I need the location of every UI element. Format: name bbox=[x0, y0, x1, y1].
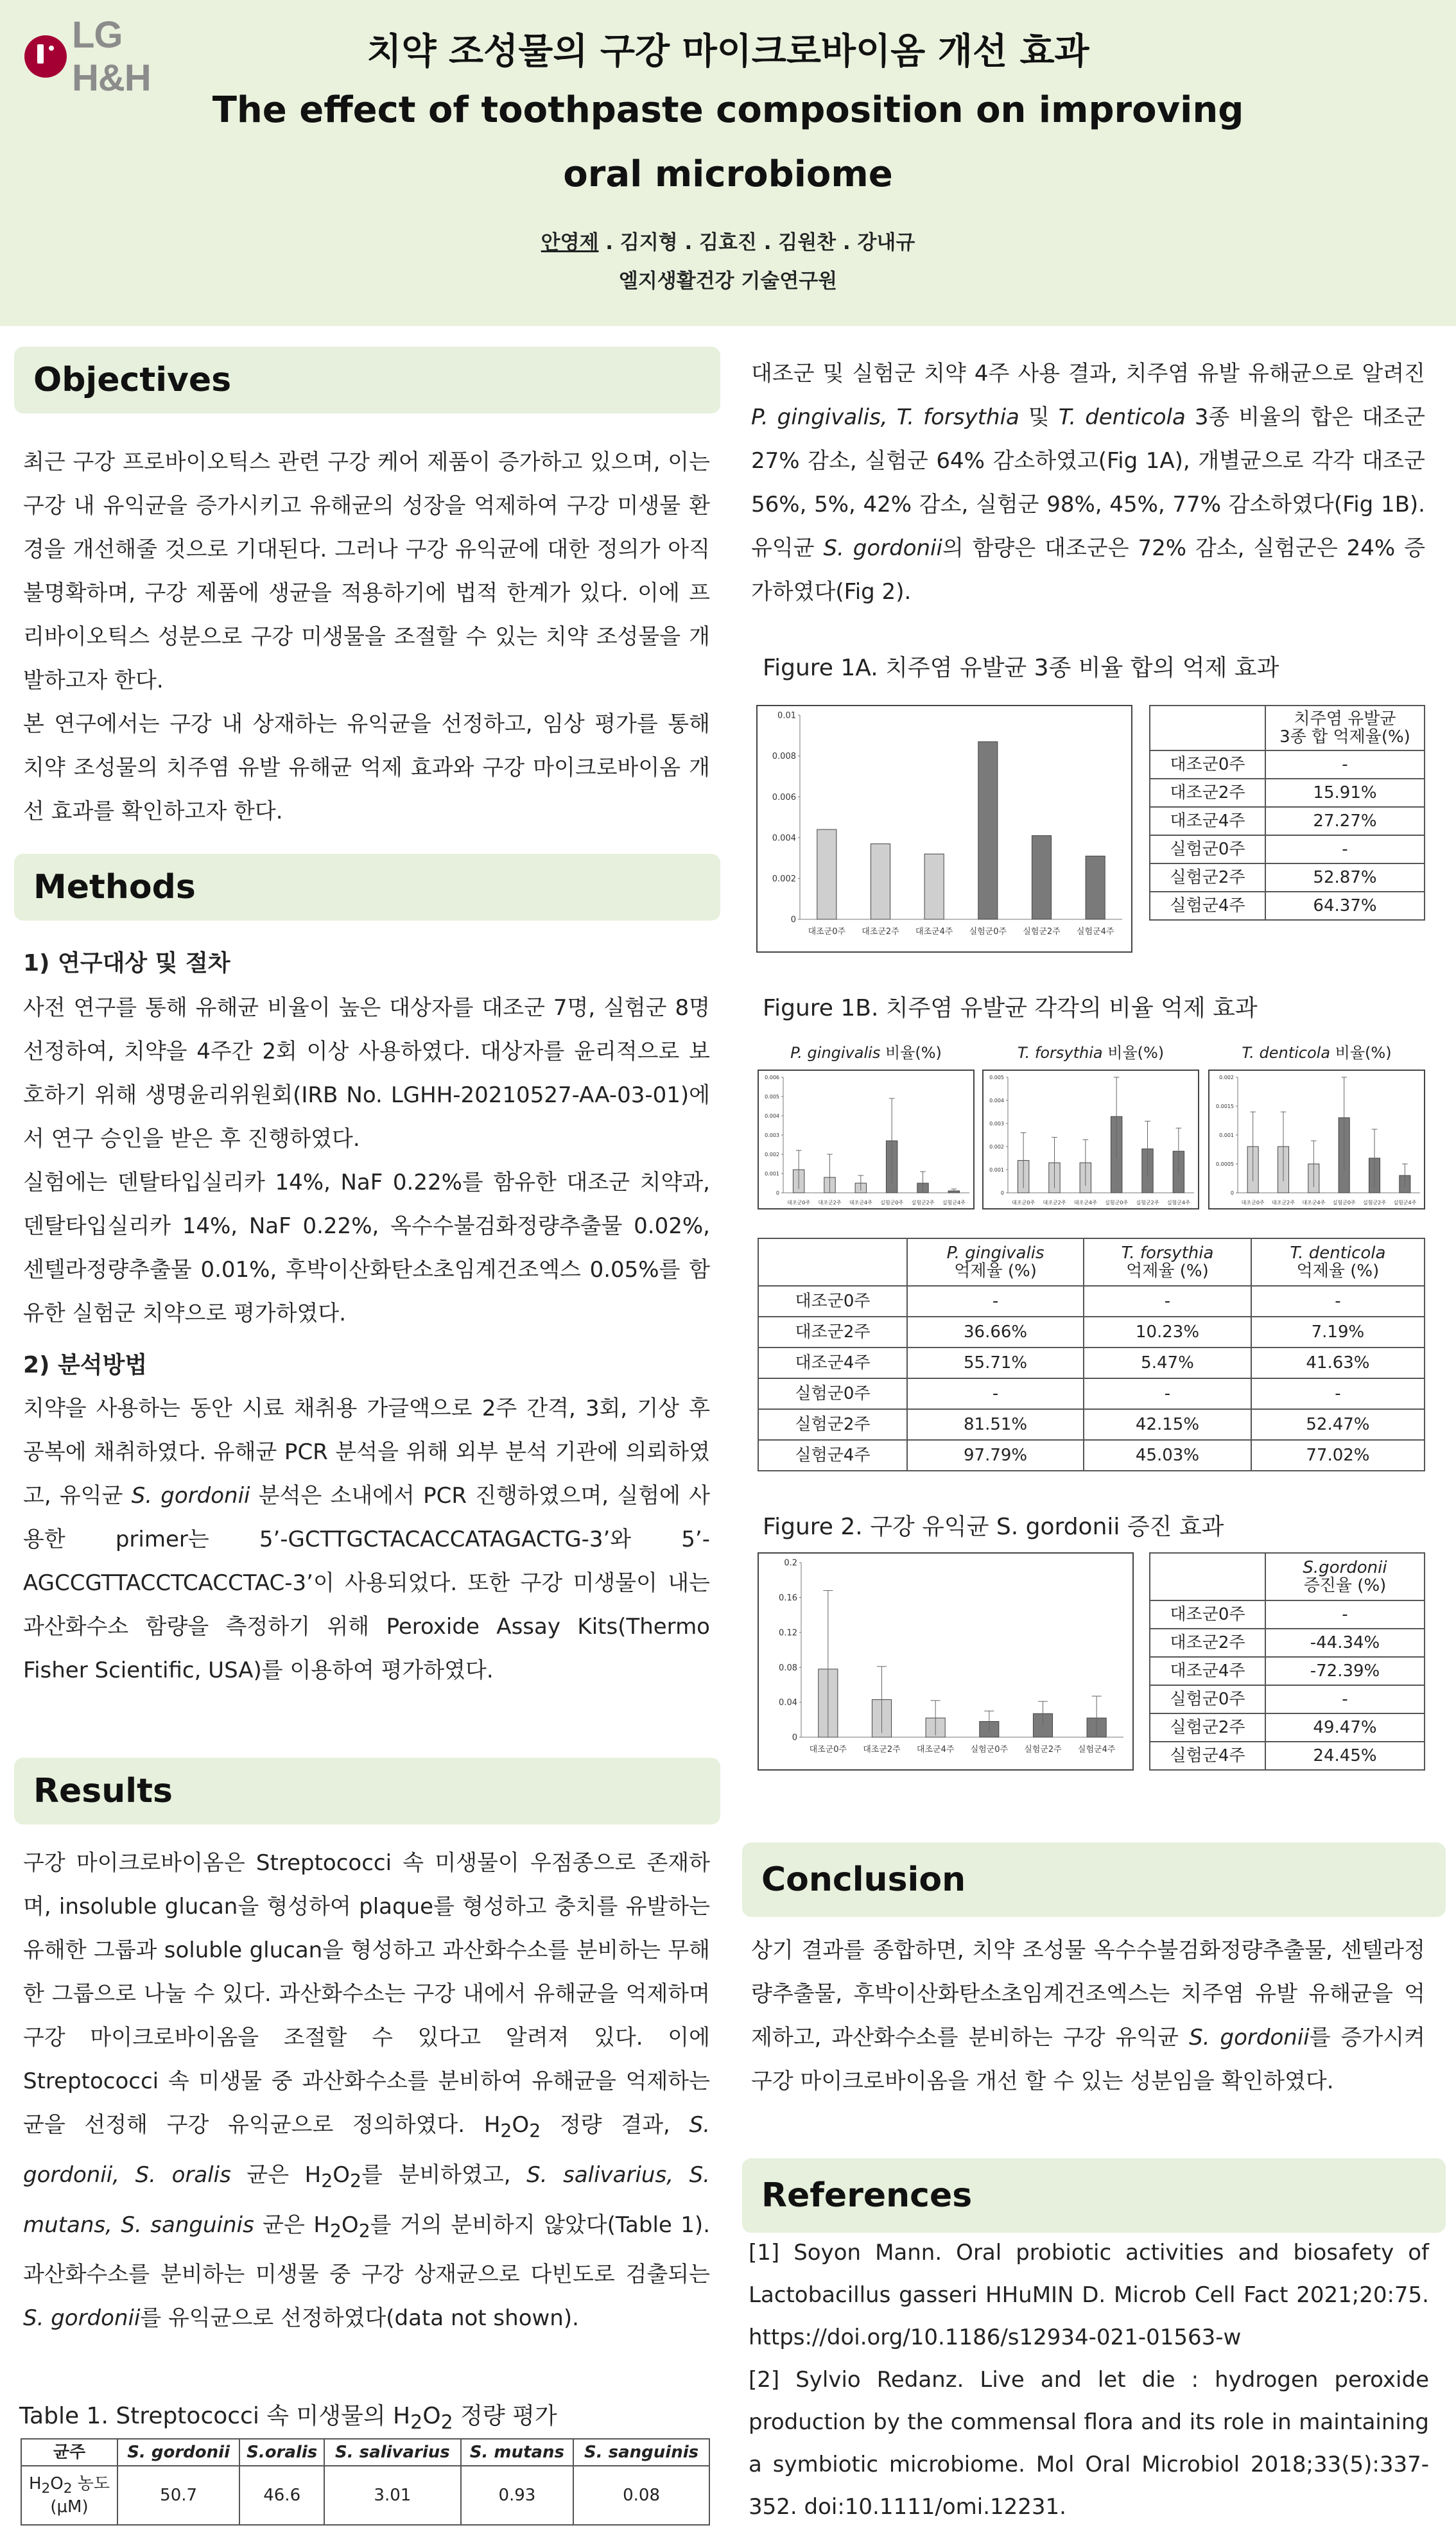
x-tick-label: 실험군4주 bbox=[1077, 1745, 1116, 1755]
fig2-table bbox=[1149, 1552, 1425, 1771]
x-tick-label: 대조군4주 bbox=[915, 927, 953, 937]
methods-p3-text-b: 분석은 소내에서 PCR 진행하였으며, 실험에 사용한 primer는 5’-GCTTGCTACACCATAGACTG-3’와 5’-AGCCGTTACCTCACCTAC-3’이 사용되었다. 또한 구강 미생물이 내는 과산화수소 함량을 측정하기 위해 Peroxide Assay Kits(Thermo Fisher Scientific, USA)를 이용하여 평가하였다. bbox=[23, 1483, 710, 1683]
y-tick-label: 0 bbox=[1000, 1190, 1004, 1196]
x-tick-label: 대조군0주 bbox=[1012, 1200, 1036, 1206]
x-tick-label: 대조군2주 bbox=[1043, 1200, 1066, 1206]
table-row bbox=[1150, 1600, 1425, 1629]
methods-paragraph-2: 실험에는 덴탈타입실리카 14%, NaF 0.22%를 함유한 대조군 치약과, 덴탈타입실리카 14%, NaF 0.22%, 옥수수불검화정량추출물 0.02%, 센텔라정량추출물 0.01%, 후박이산화탄소초임계건조엑스 0.05%를 함유한 실험군 치약으로 평가하였다. bbox=[23, 1170, 710, 1326]
bar bbox=[1086, 856, 1105, 919]
caption-text: O bbox=[422, 2403, 441, 2429]
table-cell: - bbox=[1265, 1685, 1425, 1713]
y-tick-label: 0.001 bbox=[765, 1170, 779, 1177]
group-label: 대조군0주 bbox=[1150, 750, 1265, 779]
references-heading: References bbox=[742, 2158, 1446, 2233]
x-tick-label: 대조군2주 bbox=[1271, 1200, 1296, 1206]
y-tick-label: 0.08 bbox=[779, 1663, 797, 1673]
bar bbox=[924, 854, 944, 919]
table1-cell: 0.93 bbox=[461, 2466, 573, 2525]
table-cell: 45.03% bbox=[1084, 1440, 1251, 1471]
table-row bbox=[1150, 863, 1425, 892]
species-name: T. denticola bbox=[1242, 1044, 1331, 1062]
table-row bbox=[1150, 779, 1425, 807]
fig1b-chart-2 bbox=[982, 1070, 1199, 1209]
table1-header: S. gordonii bbox=[117, 2439, 239, 2466]
table-cell: 55.71% bbox=[907, 1348, 1084, 1378]
table-cell: 36.66% bbox=[907, 1317, 1084, 1348]
species-name: S.gordonii bbox=[1303, 1558, 1387, 1577]
x-tick-label: 실험군4주 bbox=[1166, 1200, 1190, 1206]
table-cell: - bbox=[1084, 1378, 1251, 1409]
subscript: 2 bbox=[500, 2120, 512, 2142]
y-tick-label: 0.12 bbox=[779, 1628, 797, 1638]
x-tick-label: 대조군2주 bbox=[862, 927, 899, 937]
table1-header: S. sanguinis bbox=[573, 2439, 709, 2466]
conclusion-heading: Conclusion bbox=[742, 1842, 1446, 1917]
results-paragraph bbox=[23, 1841, 710, 2340]
row-label-text: 농도 bbox=[72, 2474, 110, 2493]
table-row bbox=[1150, 1742, 1425, 1770]
x-tick-label: 실험군0주 bbox=[1105, 1200, 1129, 1206]
fig1a-table bbox=[1149, 705, 1425, 921]
table-row bbox=[1150, 807, 1425, 835]
y-tick-label: 0.04 bbox=[779, 1698, 797, 1708]
row-label-text: O bbox=[50, 2474, 64, 2493]
objectives-paragraph-2: 본 연구에서는 구강 내 상재하는 유익균을 선정하고, 임상 평가를 통해 치약 조성물의 치주염 유발 유해균 억제 효과와 구강 마이크로바이옴 개선 효과를 확인하고자 한다. bbox=[23, 711, 710, 824]
fig1a-svg bbox=[758, 706, 1131, 951]
group-label: 대조군0주 bbox=[1150, 1600, 1265, 1629]
y-tick-label: 0.003 bbox=[989, 1120, 1004, 1127]
subscript: 2 bbox=[41, 2481, 51, 2497]
table-cell: 10.23% bbox=[1084, 1317, 1251, 1348]
table-cell: 42.15% bbox=[1084, 1409, 1251, 1440]
header-text: 치주염 유발균 bbox=[1294, 709, 1396, 729]
fig1b-table bbox=[758, 1238, 1425, 1471]
header-text: 억제율 (%) bbox=[1126, 1261, 1209, 1281]
fig2-chart bbox=[758, 1552, 1134, 1771]
table-row bbox=[1150, 1713, 1425, 1742]
results-text-c: 정량 결과, bbox=[541, 2112, 689, 2138]
x-tick-label: 대조군4주 bbox=[916, 1745, 955, 1755]
x-tick-label: 실험군4주 bbox=[1076, 927, 1114, 937]
methods-sub-1: 1) 연구대상 및 절차 bbox=[23, 950, 230, 976]
table1-row-label bbox=[21, 2466, 117, 2525]
fig1b-table-header bbox=[1251, 1238, 1425, 1286]
table-row bbox=[758, 1409, 1425, 1440]
table-cell: -44.34% bbox=[1265, 1629, 1425, 1657]
x-tick-label: 실험군2주 bbox=[1362, 1200, 1387, 1206]
group-label: 실험군4주 bbox=[1150, 892, 1265, 920]
results-text-j: 를 유익균으로 선정하였다(data not shown). bbox=[140, 2305, 579, 2332]
table-row bbox=[1150, 835, 1425, 863]
group-label: 대조군0주 bbox=[758, 1286, 907, 1317]
species-name: S. gordonii bbox=[1189, 2025, 1310, 2050]
y-tick-label: 0.005 bbox=[989, 1074, 1004, 1080]
table-cell: - bbox=[907, 1378, 1084, 1409]
x-tick-label: 대조군4주 bbox=[1302, 1200, 1326, 1206]
caption-text: 정량 평가 bbox=[453, 2403, 557, 2429]
fig1b-title-1 bbox=[758, 1040, 975, 1062]
x-tick-label: 대조군4주 bbox=[1073, 1200, 1097, 1206]
fig1b-title-2 bbox=[982, 1040, 1199, 1062]
y-tick-label: 0 bbox=[790, 915, 796, 925]
conclusion-text-b: 를 증가시켜 구강 마이크로바이옴을 개선 할 수 있는 성분임을 확인하였다. bbox=[751, 2025, 1425, 2094]
results-text-g: 균은 H bbox=[254, 2212, 330, 2238]
table-cell: 52.47% bbox=[1251, 1409, 1425, 1440]
y-tick-label: 0.005 bbox=[765, 1093, 779, 1100]
table-cell: 15.91% bbox=[1265, 779, 1425, 807]
table1-cell: 50.7 bbox=[117, 2466, 239, 2525]
x-tick-label: 대조군0주 bbox=[1241, 1200, 1265, 1206]
table-cell: -72.39% bbox=[1265, 1657, 1425, 1685]
group-label: 대조군2주 bbox=[1150, 1629, 1265, 1657]
bar bbox=[1032, 836, 1051, 919]
table-cell: - bbox=[1265, 835, 1425, 863]
table-cell: - bbox=[1265, 1600, 1425, 1629]
methods-paragraph-3 bbox=[23, 1387, 710, 1692]
group-label: 실험군0주 bbox=[1150, 835, 1265, 863]
y-tick-label: 0.003 bbox=[765, 1132, 779, 1138]
header-text: 억제율 (%) bbox=[954, 1261, 1037, 1281]
table-row bbox=[1150, 750, 1425, 779]
group-label: 대조군4주 bbox=[758, 1348, 907, 1378]
table-cell: 81.51% bbox=[907, 1409, 1084, 1440]
empty-cell bbox=[1150, 1553, 1265, 1600]
bar bbox=[871, 844, 890, 919]
bar bbox=[978, 741, 998, 919]
y-tick-label: 0.2 bbox=[784, 1558, 797, 1568]
table-cell: - bbox=[1265, 750, 1425, 779]
table1-header: S.oralis bbox=[239, 2439, 324, 2466]
fig1a-caption: Figure 1A. 치주염 유발균 3종 비율 합의 억제 효과 bbox=[763, 655, 1279, 681]
species-name: S. gordonii, S. oralis bbox=[23, 2112, 710, 2188]
table-row bbox=[758, 1348, 1425, 1378]
table-row bbox=[1150, 892, 1425, 920]
text-a: 대조군 및 실험군 치약 4주 사용 결과, 치주염 유발 유해균으로 알려진 bbox=[751, 361, 1425, 386]
table-cell: 52.87% bbox=[1265, 863, 1425, 892]
fig1b-chart-3 bbox=[1208, 1070, 1425, 1209]
x-tick-label: 실험군0주 bbox=[970, 1745, 1009, 1755]
x-tick-label: 실험군0주 bbox=[969, 927, 1007, 937]
title-english: The effect of toothpaste composition on improving oral microbiome bbox=[212, 89, 1244, 195]
table-row bbox=[758, 1286, 1425, 1317]
table-cell: 24.45% bbox=[1265, 1742, 1425, 1770]
table1-header-row bbox=[21, 2439, 709, 2466]
y-tick-label: 0.002 bbox=[1219, 1074, 1234, 1080]
text-c: 3종 비율의 합은 대조군 27% 감소, 실험군 64% 감소하였고(Fig 1A), 개별균으로 각각 대조군 56%, 5%, 42% 감소, 실험군 98%, 45%, 77% 감소하였다(Fig 1B). 유익균 bbox=[751, 404, 1425, 561]
x-tick-label: 실험군2주 bbox=[1136, 1200, 1159, 1206]
fig1b-chart-1 bbox=[758, 1070, 975, 1209]
x-tick-label: 실험군0주 bbox=[880, 1200, 904, 1206]
species-name: S. salivarius, S. mutans, S. sanguinis bbox=[23, 2162, 710, 2238]
table-row bbox=[1150, 1657, 1425, 1685]
table-cell: - bbox=[1251, 1378, 1425, 1409]
first-author: 안영제 bbox=[541, 231, 599, 254]
y-tick-label: 0.01 bbox=[777, 711, 796, 721]
y-tick-label: 0.002 bbox=[772, 874, 796, 884]
subscript: 2 bbox=[321, 2170, 333, 2192]
empty-cell bbox=[758, 1238, 907, 1286]
authors bbox=[0, 226, 1456, 255]
title-korean: 치약 조성물의 구강 마이크로바이옴 개선 효과 bbox=[367, 31, 1089, 73]
subscript: 2 bbox=[329, 2220, 342, 2242]
row-label-text: H bbox=[28, 2474, 42, 2493]
x-tick-label: 대조군0주 bbox=[809, 1745, 847, 1755]
fig2-caption: Figure 2. 구강 유익균 S. gordonii 증진 효과 bbox=[763, 1514, 1224, 1540]
fig1b-table-header bbox=[907, 1238, 1084, 1286]
text-b: 및 bbox=[1019, 404, 1059, 430]
results-text-f: 를 분비하였고, bbox=[361, 2162, 527, 2188]
table-cell: - bbox=[907, 1286, 1084, 1317]
logo-text: LG H&H bbox=[72, 14, 151, 99]
group-label: 대조군4주 bbox=[1150, 1657, 1265, 1685]
y-tick-label: 0.004 bbox=[989, 1097, 1004, 1104]
subscript: 2 bbox=[529, 2120, 541, 2142]
title-suffix: 비율(%) bbox=[1330, 1044, 1392, 1062]
reference-1: [1] Soyon Mann. Oral probiotic activities and biosafety of Lactobacillus gasseri HHuMIN D. Microb Cell Fact 2021;20:75. https://doi.org/10.1186/s12934-021-01563-w bbox=[749, 2240, 1429, 2350]
table1 bbox=[21, 2438, 710, 2526]
species-name: S. gordonii bbox=[131, 1483, 250, 1509]
title-suffix: 비율(%) bbox=[1102, 1044, 1165, 1062]
table1-caption bbox=[19, 2398, 557, 2434]
methods-sub-2: 2) 분석방법 bbox=[23, 1352, 148, 1378]
group-label: 실험군2주 bbox=[758, 1409, 907, 1440]
group-label: 실험군2주 bbox=[1150, 863, 1265, 892]
results-text-a: 구강 마이크로바이옴은 Streptococci 속 미생물이 우점종으로 존재하며, insoluble glucan을 형성하여 plaque를 형성하고 충치를 유발하는 유해한 그룹과 soluble glucan을 형성하고 과산화수소를 분비하는 무해한 그룹으로 나눌 수 있다. 과산화수소는 구강 내에서 유해균을 억제하며 구강 마이크로바이옴을 조절할 수 있다고 알려져 있다. 이에 Streptococci 속 미생물 중 과산화수소를 분비하여 유해균을 억제하는 균을 선정해 구강 유익균으로 정의하였다. H bbox=[23, 1850, 710, 2138]
results-right-paragraph bbox=[751, 352, 1425, 614]
table-cell: 7.19% bbox=[1251, 1317, 1425, 1348]
group-label: 대조군2주 bbox=[1150, 779, 1265, 807]
fig1b-table-header-row bbox=[758, 1238, 1425, 1286]
fig1b-caption: Figure 1B. 치주염 유발균 각각의 비율 억제 효과 bbox=[763, 995, 1258, 1021]
text-d: 의 함량은 대조군은 72% 감소, 실험군은 24% 증가하였다(Fig 2). bbox=[751, 535, 1425, 605]
fig1b-svg-1 bbox=[759, 1071, 973, 1208]
y-tick-label: 0.001 bbox=[989, 1166, 1004, 1173]
table-cell: - bbox=[1084, 1286, 1251, 1317]
header-text: 증진율 (%) bbox=[1303, 1576, 1387, 1595]
table-row bbox=[758, 1440, 1425, 1471]
x-tick-label: 대조군0주 bbox=[808, 927, 846, 937]
group-label: 실험군4주 bbox=[1150, 1742, 1265, 1770]
group-label: 실험군4주 bbox=[758, 1440, 907, 1471]
table-cell: - bbox=[1251, 1286, 1425, 1317]
y-tick-label: 0 bbox=[1230, 1190, 1234, 1196]
fig1b-svg-3 bbox=[1209, 1071, 1424, 1208]
row-label-unit: (μM) bbox=[50, 2497, 89, 2517]
y-tick-label: 0 bbox=[776, 1190, 779, 1196]
fig1a-chart bbox=[756, 705, 1132, 953]
x-tick-label: 실험군4주 bbox=[942, 1200, 966, 1206]
x-tick-label: 대조군2주 bbox=[818, 1200, 842, 1206]
x-tick-label: 실험군4주 bbox=[1393, 1200, 1417, 1206]
results-text-h: O bbox=[341, 2212, 359, 2238]
y-tick-label: 0.008 bbox=[772, 752, 796, 762]
fig2-table-header bbox=[1265, 1553, 1425, 1600]
species-name: T. denticola bbox=[1058, 404, 1186, 430]
x-tick-label: 실험군2주 bbox=[1023, 927, 1061, 937]
conclusion-text-a: 상기 결과를 종합하면, 치약 조성물 옥수수불검화정량추출물, 센텔라정량추출물, 후박이산화탄소초임계건조엑스는 치주염 유발 유해균을 억제하고, 과산화수소를 분비하는 구강 유익균 bbox=[751, 1937, 1425, 2050]
empty-cell bbox=[1150, 706, 1265, 750]
species-name: T. denticola bbox=[1290, 1244, 1386, 1263]
results-text-i: 를 거의 분비하지 않았다(Table 1). 과산화수소를 분비하는 미생물 중 구강 상재균으로 다빈도로 검출되는 bbox=[23, 2212, 710, 2288]
results-heading: Results bbox=[14, 1758, 720, 1824]
table1-row bbox=[21, 2466, 709, 2525]
table1-header: S. mutans bbox=[461, 2439, 573, 2466]
other-authors: . 김지형 . 김효진 . 김원찬 . 강내규 bbox=[598, 231, 915, 254]
table-cell: 64.37% bbox=[1265, 892, 1425, 920]
x-tick-label: 대조군4주 bbox=[849, 1200, 872, 1206]
table-cell: 97.79% bbox=[907, 1440, 1084, 1471]
table-cell: 77.02% bbox=[1251, 1440, 1425, 1471]
objectives-paragraph-1: 최근 구강 프로바이오틱스 관련 구강 케어 제품이 증가하고 있으며, 이는 구강 내 유익균을 증가시키고 유해균의 성장을 억제하여 구강 미생물 환경을 개선해줄 것으로 기대된다. 그러나 구강 유익균에 대한 정의가 아직 불명확하며, 구강 제품에 생균을 적용하기에 법적 한계가 있다. 이에 프리바이오틱스 성분으로 구강 미생물을 조절할 수 있는 치약 조성물을 개발하고자 한다. bbox=[23, 449, 710, 693]
y-tick-label: 0.002 bbox=[989, 1143, 1004, 1150]
methods-paragraph-1: 사전 연구를 통해 유해균 비율이 높은 대상자를 대조군 7명, 실험군 8명 선정하여, 치약을 4주간 2회 이상 사용하였다. 대상자를 윤리적으로 보호하기 위해 생명윤리위원회(IRB No. LGHH-20210527-AA-03-01)에서 연구 승인을 받은 후 진행하였다. bbox=[23, 995, 710, 1152]
table-cell: 5.47% bbox=[1084, 1348, 1251, 1378]
results-text-e: O bbox=[333, 2162, 351, 2188]
y-tick-label: 0.004 bbox=[772, 833, 796, 844]
group-label: 실험군2주 bbox=[1150, 1713, 1265, 1742]
x-tick-label: 대조군2주 bbox=[863, 1745, 901, 1755]
subscript: 2 bbox=[358, 2220, 370, 2242]
y-tick-label: 0.004 bbox=[765, 1113, 779, 1119]
y-tick-label: 0.0015 bbox=[1216, 1103, 1234, 1109]
table-cell: 41.63% bbox=[1251, 1348, 1425, 1378]
table1-header: 균주 bbox=[21, 2439, 117, 2466]
subscript: 2 bbox=[410, 2411, 423, 2434]
fig1b-svg-2 bbox=[984, 1071, 1198, 1208]
table-cell: 49.47% bbox=[1265, 1713, 1425, 1742]
reference-2: [2] Sylvio Redanz. Live and let die : hydrogen peroxide production by the commensal flora and its role in maintaining a symbiotic microbiome. Mol Oral Microbiol 2018;33(5):337-352. doi:10.1111/omi.12231. bbox=[749, 2367, 1429, 2520]
species-name: P. gingivalis bbox=[790, 1044, 881, 1062]
header-text: 억제율 (%) bbox=[1296, 1261, 1380, 1281]
group-label: 대조군4주 bbox=[1150, 807, 1265, 835]
table-row bbox=[1150, 1685, 1425, 1713]
poster-header bbox=[0, 0, 1456, 326]
subscript: 2 bbox=[63, 2481, 73, 2497]
table1-cell: 0.08 bbox=[573, 2466, 709, 2525]
species-name: P. gingivalis bbox=[946, 1244, 1044, 1263]
table-cell: 27.27% bbox=[1265, 807, 1425, 835]
y-tick-label: 0.001 bbox=[1219, 1132, 1234, 1138]
fig1b-title-3 bbox=[1208, 1040, 1425, 1062]
objectives-heading: Objectives bbox=[14, 347, 720, 413]
table1-header: S. salivarius bbox=[324, 2439, 461, 2466]
methods-p3-text-a: 치약을 사용하는 동안 시료 채취용 가글액으로 2주 간격, 3회, 기상 후 공복에 채취하였다. 유해균 PCR 분석을 위해 외부 분석 기관에 의뢰하였고, 유익균 bbox=[23, 1396, 710, 1509]
table1-cell: 3.01 bbox=[324, 2466, 461, 2525]
x-tick-label: 실험군0주 bbox=[1332, 1200, 1356, 1206]
title-suffix: 비율(%) bbox=[880, 1044, 942, 1062]
y-tick-label: 0 bbox=[792, 1733, 797, 1743]
group-label: 실험군0주 bbox=[758, 1378, 907, 1409]
bar bbox=[817, 829, 836, 919]
subscript: 2 bbox=[350, 2170, 362, 2192]
affiliation: 엘지생활건강 기술연구원 bbox=[618, 270, 838, 293]
y-tick-label: 0.0005 bbox=[1216, 1161, 1234, 1167]
y-tick-label: 0.16 bbox=[779, 1593, 797, 1603]
fig2-svg bbox=[759, 1554, 1132, 1769]
fig1a-table-header-row bbox=[1150, 706, 1425, 750]
fig2-table-header-row bbox=[1150, 1553, 1425, 1600]
y-tick-label: 0.006 bbox=[772, 792, 796, 802]
conclusion-paragraph bbox=[751, 1928, 1425, 2103]
methods-heading: Methods bbox=[14, 854, 720, 921]
y-tick-label: 0.006 bbox=[765, 1074, 779, 1080]
species-name: T. forsythia bbox=[1017, 1044, 1103, 1062]
x-tick-label: 대조군0주 bbox=[787, 1200, 811, 1206]
table-row bbox=[758, 1378, 1425, 1409]
species-name: S. gordonii bbox=[23, 2305, 141, 2332]
table-row bbox=[758, 1317, 1425, 1348]
table1-cell: 46.6 bbox=[239, 2466, 324, 2525]
results-text-d: 균은 H bbox=[230, 2162, 322, 2188]
group-label: 대조군2주 bbox=[758, 1317, 907, 1348]
fig1a-table-header bbox=[1265, 706, 1425, 750]
subscript: 2 bbox=[440, 2411, 453, 2434]
species-name: P. gingivalis, T. forsythia bbox=[751, 404, 1019, 430]
species-name: S. gordonii bbox=[823, 535, 942, 561]
group-label: 실험군0주 bbox=[1150, 1685, 1265, 1713]
fig1b-table-header bbox=[1084, 1238, 1251, 1286]
table-row bbox=[1150, 1629, 1425, 1657]
y-tick-label: 0.002 bbox=[765, 1151, 779, 1157]
x-tick-label: 실험군2주 bbox=[911, 1200, 935, 1206]
x-tick-label: 실험군2주 bbox=[1024, 1745, 1062, 1755]
species-name: T. forsythia bbox=[1121, 1244, 1214, 1263]
results-text-b: O bbox=[512, 2112, 530, 2138]
header-text: 3종 합 억제율(%) bbox=[1279, 727, 1410, 747]
caption-text: Table 1. Streptococci 속 미생물의 H bbox=[19, 2403, 411, 2429]
